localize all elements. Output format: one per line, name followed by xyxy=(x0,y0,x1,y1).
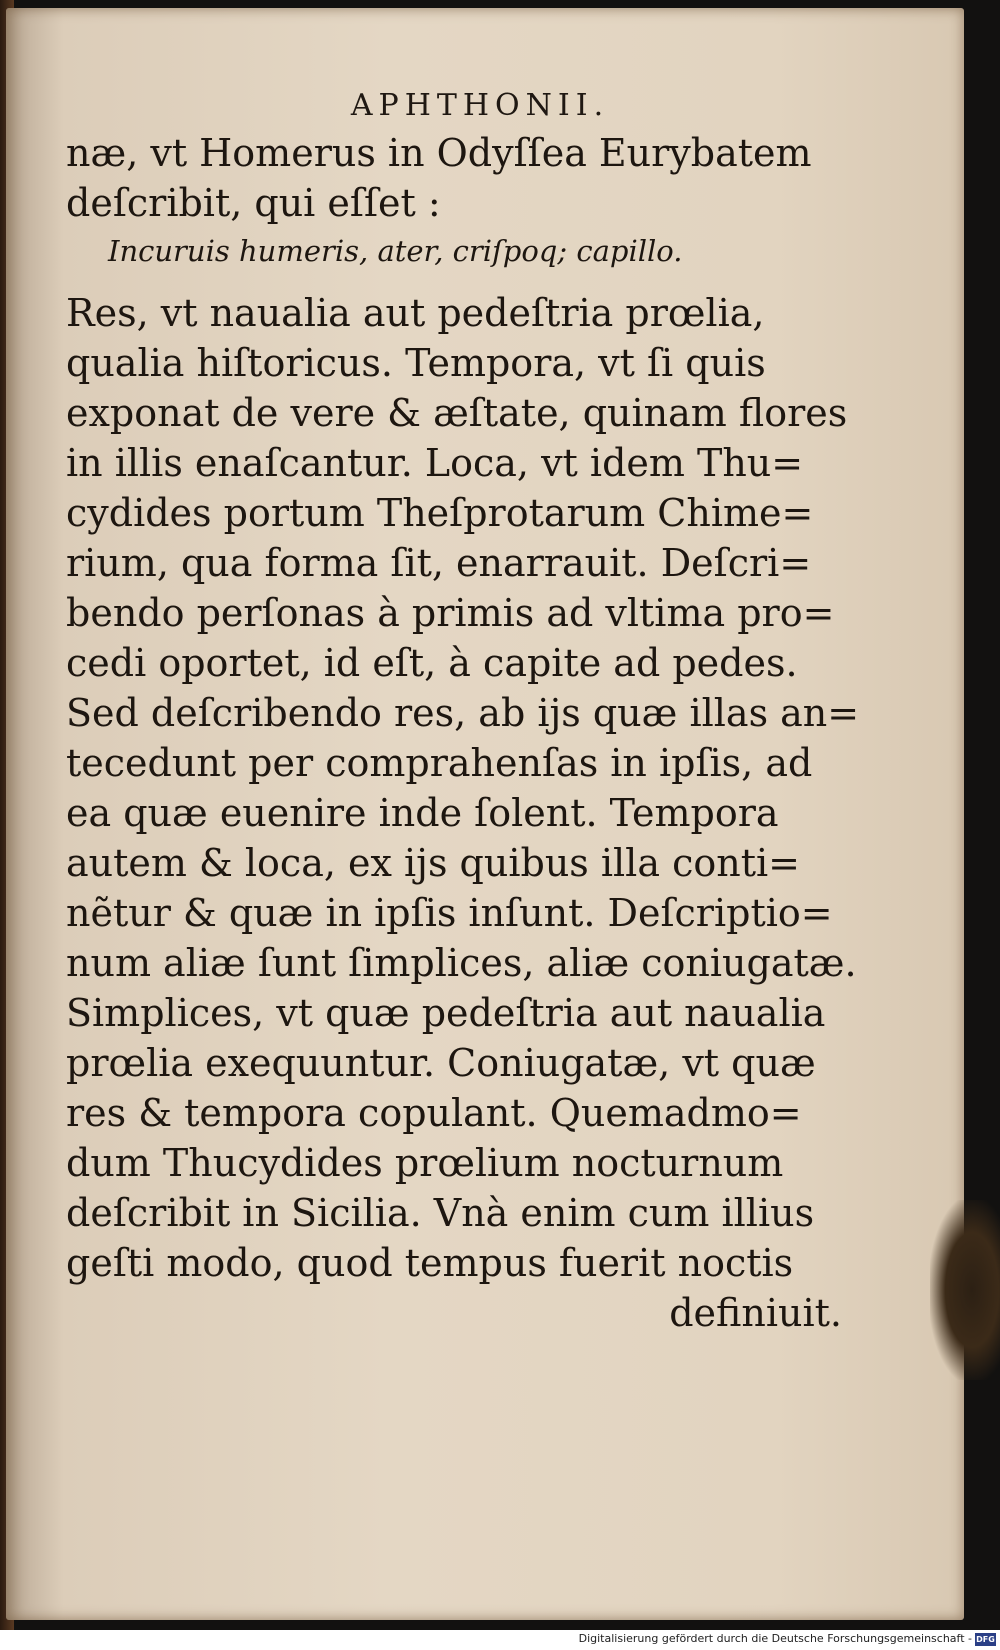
text-line: res & tempora copulant. Quemadmo= xyxy=(66,1091,802,1135)
text-line: Res, vt naualia aut pedeſtria prœlia, xyxy=(66,291,765,335)
text-line: cydides portum Theſprotarum Chime= xyxy=(66,491,814,535)
text-line: næ, vt Homerus in Odyſſea Eurybatem xyxy=(66,131,812,175)
text-line: in illis enaſcantur. Loca, vt idem Thu= xyxy=(66,441,804,485)
dfg-logo-icon: DFG xyxy=(976,1635,995,1644)
text-line: bendo perſonas à primis ad vltima pro= xyxy=(66,591,835,635)
text-line: dum Thucydides prœlium nocturnum xyxy=(66,1141,784,1185)
text-line: cedi oportet, id eſt, à capite ad pedes. xyxy=(66,641,798,685)
text-line-final: definiuit. xyxy=(669,1291,842,1335)
text-line: Sed deſcribendo res, ab ijs quæ illas an= xyxy=(66,691,860,735)
text-line: geſti modo, quod tempus fuerit noctis xyxy=(66,1241,794,1285)
text-line: exponat de vere & æſtate, quinam flores xyxy=(66,391,848,435)
text-line: deſcribit in Sicilia. Vnà enim cum illius xyxy=(66,1191,815,1235)
main-text-block xyxy=(66,128,860,1338)
text-line: deſcribit, qui eſſet : xyxy=(66,181,441,225)
footer-bar xyxy=(0,1630,1000,1650)
text-line: qualia hiſtoricus. Tempora, vt ſi quis xyxy=(66,341,766,385)
footer-credit: Digitalisierung gefördert durch die Deutsche Forschungsgemeinschaft - xyxy=(578,1632,972,1645)
text-line: ea quæ euenire inde ſolent. Tempora xyxy=(66,791,779,835)
text-line: nẽtur & quæ in ipſis inſunt. Deſcriptio= xyxy=(66,891,833,935)
text-line: autem & loca, ex ijs quibus illa conti= xyxy=(66,841,800,885)
running-head: APHTHONII. xyxy=(350,88,610,123)
verse-quotation: Incuruis humeris, ater, criſpoq; capillo. xyxy=(108,234,683,268)
text-line: tecedunt per comprahenſas in ipſis, ad xyxy=(66,741,813,785)
text-line: prœlia exequuntur. Coniugatæ, vt quæ xyxy=(66,1041,816,1085)
text-line: Simplices, vt quæ pedeſtria aut naualia xyxy=(66,991,826,1035)
page-edge-damage xyxy=(930,1200,1000,1380)
text-line: rium, qua forma ſit, enarrauit. Deſcri= xyxy=(66,541,812,585)
text-line: num aliæ ſunt ſimplices, aliæ coniugatæ. xyxy=(66,941,857,985)
